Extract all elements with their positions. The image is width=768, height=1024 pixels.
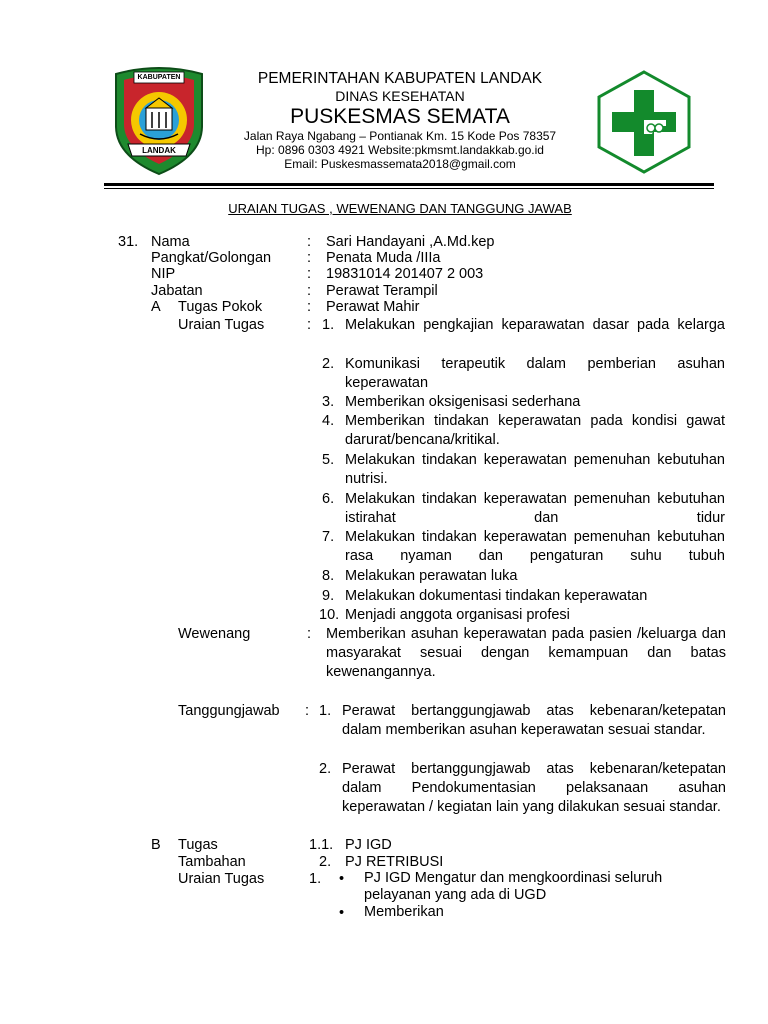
list-item-number: 2. [322,356,335,372]
bullet-icon: • [339,905,345,921]
field-colon: : [305,703,310,719]
list-item-number: 5. [322,452,335,468]
field-label-pangkat: Pangkat/Golongan [151,250,272,266]
field-colon: : [307,250,312,266]
list-item-number: 10. [319,607,340,623]
header-email: Email: Puskesmassemata2018@gmail.com [284,157,516,171]
tugas-tambahan-label: Tambahan [178,854,246,870]
list-item-number: 8. [322,568,335,584]
uraian-tugas-label: Uraian Tugas [178,317,265,333]
list-item-number: 4. [322,413,335,429]
field-value-nama: Sari Handayani ,A.Md.kep [326,234,495,250]
header-divider-thick [104,183,714,186]
logo-ribbon-text: LANDAK [142,146,176,155]
list-item-number: 7. [322,529,335,545]
tugas-pokok-value: Perawat Mahir [326,299,420,315]
list-item-number: 2. [319,854,332,870]
list-item-number: 6. [322,491,335,507]
field-label-nama: Nama [151,234,190,250]
list-item-number: 1. [309,871,322,887]
bullet-icon: • [339,871,345,887]
puskesmas-logo [596,70,692,174]
list-item-text: Memberikan tindakan keperawatan pada kondisi gawat darurat/bencana/kritikal. [345,413,725,448]
header-divider-thin [104,188,714,189]
field-colon: : [307,234,312,250]
list-item-text: PJ IGD [345,837,392,853]
list-item-text: Melakukan tindakan keperawatan pemenuhan kebutuhan rasa nyaman dan pengaturan suhu tubuh [345,529,725,564]
list-item-text: Memberikan oksigenisasi sederhana [345,394,581,410]
wewenang-text: Memberikan asuhan keperawatan pada pasien /keluarga dan masyarakat sesuai dengan kemampuan dan batas kewenangannya. [326,626,726,680]
list-item-number: 1. [322,317,335,333]
list-item-number: 3. [322,394,335,410]
entry-number: 31. [118,234,139,250]
field-value-nip: 19831014 201407 2 003 [326,266,484,282]
section-a-letter: A [151,299,161,315]
list-item-text: Melakukan perawatan luka [345,568,518,584]
tanggungjawab-label: Tanggungjawab [178,703,280,719]
header-puskesmas-name: PUSKESMAS SEMATA [290,105,510,128]
uraian-tugas-label: Uraian Tugas [178,871,265,887]
bullet-item-text: PJ IGD Mengatur dan mengkoordinasi seluruh pelayanan yang ada di UGD [364,870,663,903]
list-item-number: 9. [322,588,335,604]
document-title: URAIAN TUGAS , WEWENANG DAN TANGGUNG JAWAB [228,201,572,216]
list-item-text: Menjadi anggota organisasi profesi [345,607,570,623]
header-department-name: DINAS KESEHATAN [335,88,465,104]
header-contact: Hp: 0896 0303 4921 Website:pkmsmt.landakkab.go.id [256,143,544,157]
field-label-nip: NIP [151,266,176,282]
list-item-text: Melakukan tindakan keperawatan pemenuhan kebutuhan istirahat dan tidur [345,491,725,526]
field-colon: : [307,626,312,642]
tugas-pokok-label: Tugas Pokok [178,299,263,315]
section-b-letter: B [151,837,161,853]
header-address: Jalan Raya Ngabang – Pontianak Km. 15 Kode Pos 78357 [243,129,557,143]
field-label-jabatan: Jabatan [151,283,203,299]
wewenang-label: Wewenang [178,626,251,642]
field-colon: : [307,317,312,333]
bullet-item-text: Memberikan [364,904,444,920]
list-item-number: 1. [319,703,332,719]
header-government-name: PEMERINTAHAN KABUPATEN LANDAK [257,70,543,87]
field-value-pangkat: Penata Muda /IIIa [326,250,441,266]
list-item-text: Perawat bertanggungjawab atas kebenaran/ketepatan dalam memberikan asuhan keperawatan sesuai standar. [342,703,726,738]
list-item-text: Melakukan pengkajian keparawatan dasar pada kelarga [345,317,725,333]
logo-banner-text: KABUPATEN [137,74,181,81]
list-item-text: Komunikasi terapeutik dalam pemberian asuhan keperawatan [345,356,725,391]
list-item-text: Perawat bertanggungjawab atas kebenaran/ketepatan dalam Pendokumentasian pelaksanaan asuhan keperawatan / kegiatan lain yang dilakukan sesuai standar. [342,761,726,815]
list-item-text: PJ RETRIBUSI [345,854,444,870]
field-colon: : [307,299,312,315]
field-colon: : [307,283,312,299]
field-colon: : [307,266,312,282]
tugas-tambahan-label: Tugas [178,837,218,853]
field-value-jabatan: Perawat Terampil [326,283,438,299]
list-item-number: 2. [319,761,332,777]
list-item-text: Melakukan dokumentasi tindakan keperawatan [345,588,648,604]
list-item-text: Melakukan tindakan keperawatan pemenuhan kebutuhan nutrisi. [345,452,725,487]
kabupaten-landak-logo [110,64,208,176]
list-item-number: 1.1. [309,837,334,853]
